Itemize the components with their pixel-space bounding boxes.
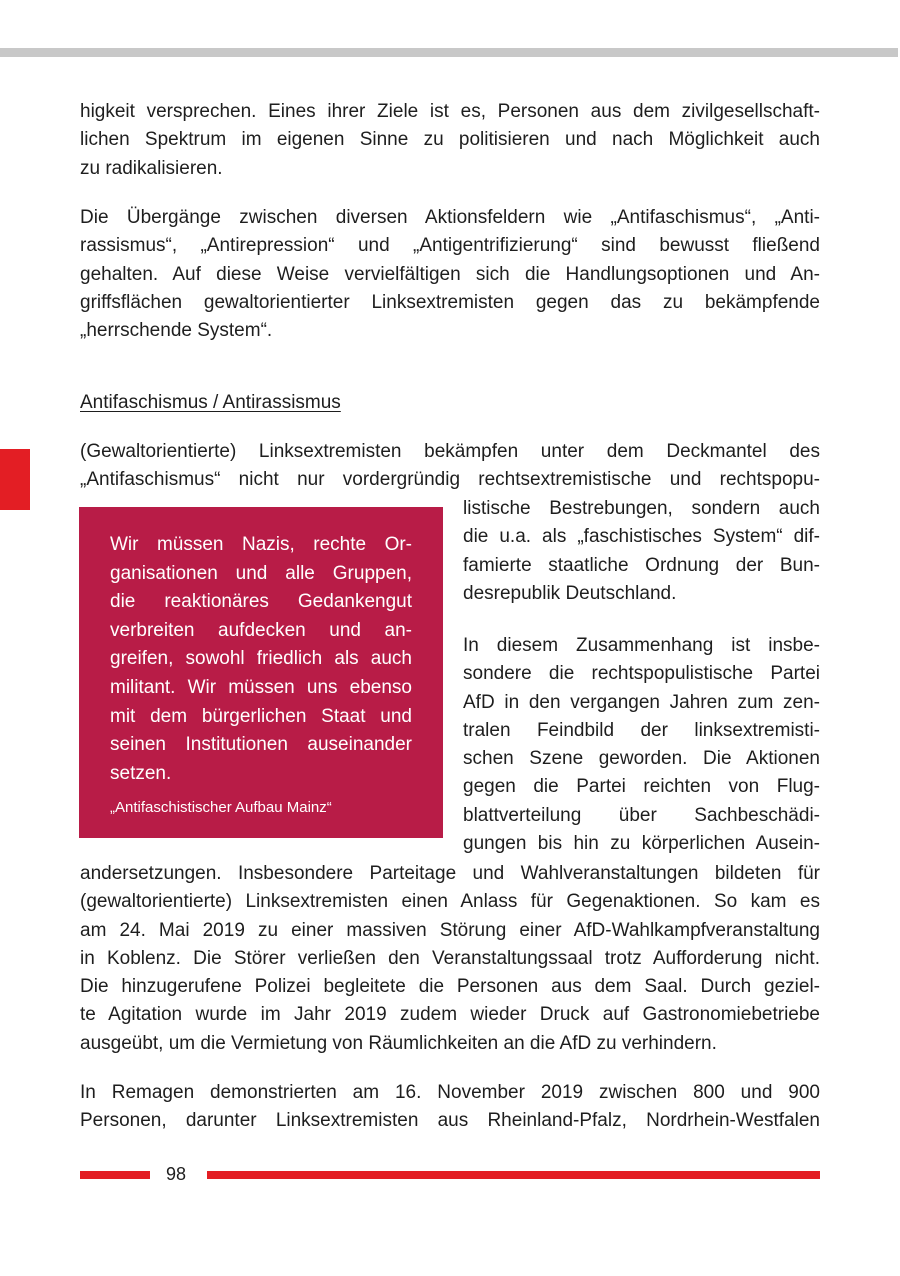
text-line: seinen Institutionen auseinander bbox=[110, 734, 412, 756]
text-line: te Agitation wurde im Jahr 2019 zudem wieder Druck auf Gastronomiebetriebe bbox=[80, 1004, 820, 1026]
text-line: (Gewaltorientierte) Linksextremisten bekämpfen unter dem Deckmantel des bbox=[80, 441, 820, 462]
text-line: sondere die rechtspopulistische Partei bbox=[463, 663, 820, 685]
text-line: greifen, sowohl friedlich als auch bbox=[110, 648, 412, 670]
paragraph-4-full bbox=[80, 860, 820, 1058]
quote-attribution: „Antifaschistischer Aufbau Mainz“ bbox=[110, 799, 332, 816]
footer-rule-left bbox=[80, 1171, 150, 1179]
text-line: verbreiten aufdecken und an- bbox=[110, 619, 412, 641]
text-line: In Remagen demonstrierten am 16. November 2019 zwischen 800 und 900 bbox=[80, 1082, 820, 1103]
paragraph-3-column bbox=[463, 495, 820, 608]
text-line: lichen Spektrum im eigenen Sinne zu politisieren und nach Möglichkeit auch bbox=[80, 129, 820, 151]
text-line: Die Übergänge zwischen diversen Aktionsfeldern wie „Antifaschismus“, „Anti- bbox=[80, 207, 820, 228]
quote-box bbox=[79, 507, 443, 838]
text-line: Wir müssen Nazis, rechte Or- bbox=[110, 534, 412, 555]
text-line: AfD in den vergangen Jahren zum zen- bbox=[463, 691, 820, 713]
text-line: gehalten. Auf diese Weise vervielfältigen sich die Handlungsoptionen und An- bbox=[80, 263, 820, 285]
section-marker bbox=[0, 449, 30, 510]
text-line: andersetzungen. Insbesondere Parteitage und Wahlveranstaltungen bildeten für bbox=[80, 863, 820, 884]
quote-text bbox=[110, 531, 412, 788]
text-line: Die hinzugerufene Polizei begleitete die Personen aus dem Saal. Durch geziel- bbox=[80, 976, 820, 998]
text-line: famierte staatliche Ordnung der Bun- bbox=[463, 554, 820, 576]
text-line: „herrschende System“. bbox=[80, 320, 273, 342]
text-line: tralen Feindbild der linksextremisti- bbox=[463, 719, 820, 741]
text-line: die reaktionäres Gedankengut bbox=[110, 591, 412, 613]
text-line: am 24. Mai 2019 zu einer massiven Störung einer AfD-Wahlkampfveranstaltung bbox=[80, 919, 820, 941]
text-line: rassismus“, „Antirepression“ und „Antigentrifizierung“ sind bewusst fließend bbox=[80, 235, 820, 257]
text-line: ganisationen und alle Gruppen, bbox=[110, 562, 412, 584]
text-line: mit dem bürgerlichen Staat und bbox=[110, 705, 412, 727]
text-line: gegen die Partei reichten von Flug- bbox=[463, 776, 820, 798]
text-line: blattverteilung über Sachbeschädi- bbox=[463, 804, 820, 826]
top-rule bbox=[0, 48, 898, 57]
page-number: 98 bbox=[166, 1164, 187, 1184]
text-line: gungen bis hin zu körperlichen Ausein- bbox=[463, 833, 820, 855]
text-line: militant. Wir müssen uns ebenso bbox=[110, 676, 412, 698]
text-line: ausgeübt, um die Vermietung von Räumlichkeiten an die AfD zu verhindern. bbox=[80, 1032, 717, 1054]
text-line: Personen, darunter Linksextremisten aus Rheinland-Pfalz, Nordrhein-Westfalen bbox=[80, 1110, 820, 1132]
text-line: listische Bestrebungen, sondern auch bbox=[463, 498, 820, 519]
paragraph-3-full bbox=[80, 438, 820, 495]
paragraph-4-column bbox=[463, 632, 820, 858]
text-line: in Koblenz. Die Störer verließen den Veranstaltungssaal trotz Aufforderung nicht. bbox=[80, 947, 820, 969]
text-line: In diesem Zusammenhang ist insbe- bbox=[463, 635, 820, 656]
paragraph-2 bbox=[80, 204, 820, 345]
paragraph-1 bbox=[80, 98, 820, 183]
text-line: griffsflächen gewaltorientierter Linksextremisten gegen das zu bekämpfende bbox=[80, 291, 820, 313]
text-line: (gewaltorientierte) Linksextremisten einen Anlass für Gegenaktionen. So kam es bbox=[80, 891, 820, 913]
text-line: schen Szene geworden. Die Aktionen bbox=[463, 748, 820, 770]
text-line: higkeit versprechen. Eines ihrer Ziele ist es, Personen aus dem zivilgesellschaft- bbox=[80, 101, 820, 122]
paragraph-5 bbox=[80, 1079, 820, 1136]
text-line: die u.a. als „faschistisches System“ dif- bbox=[463, 526, 820, 548]
text-line: setzen. bbox=[110, 762, 172, 784]
footer-rule-right bbox=[207, 1171, 820, 1179]
text-line: zu radikalisieren. bbox=[80, 157, 223, 179]
text-line: desrepublik Deutschland. bbox=[463, 582, 677, 604]
section-heading: Antifaschismus / Antirassismus bbox=[80, 392, 341, 413]
text-line: „Antifaschismus“ nicht nur vordergründig rechtsextremistische und rechtspopu- bbox=[80, 469, 820, 491]
